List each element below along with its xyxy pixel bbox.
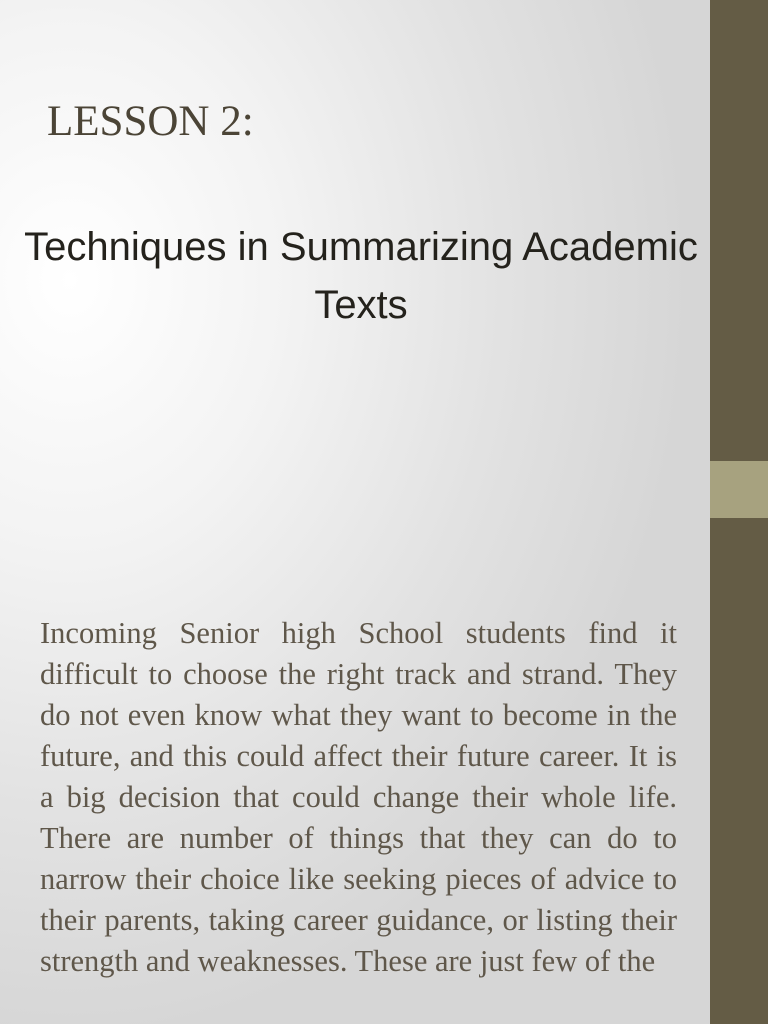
lesson-title: LESSON 2:: [47, 98, 254, 145]
body-paragraph: Incoming Senior high School students find it difficult to choose the right track and strand. They do not even know what they want to become in the future, and this could affect their future career. It is a big decision that could change their whole life. There are number of things that they can do to narrow their choice like seeking pieces of advice to their parents, taking career guidance, or listing their strength and weaknesses. These are just few of the: [40, 616, 677, 978]
sidebar-accent-block: [710, 461, 768, 518]
lesson-subtitle: Techniques in Summarizing Academic Texts: [24, 225, 698, 327]
